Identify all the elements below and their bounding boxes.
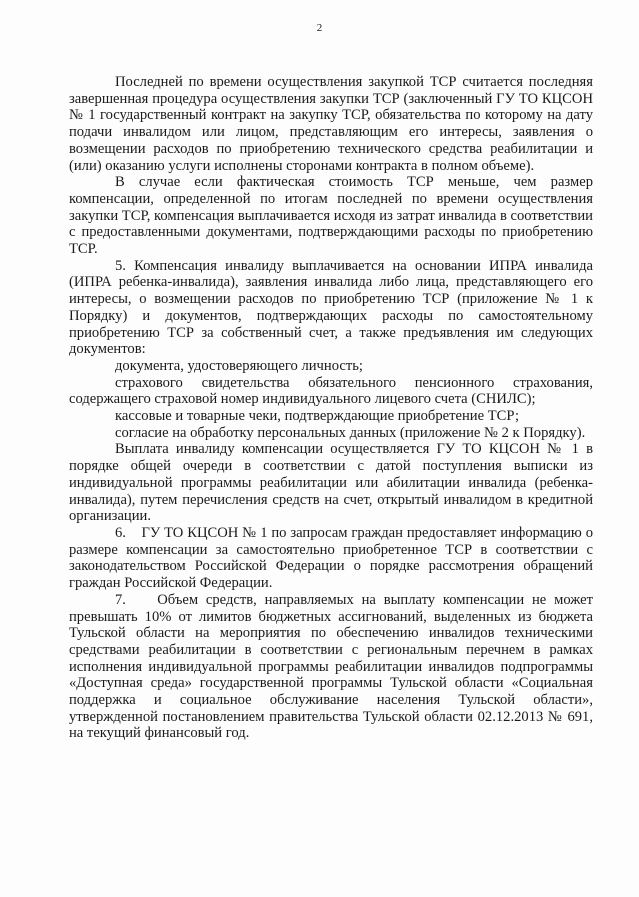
paragraph-item-6: 6. ГУ ТО КЦСОН № 1 по запросам граждан предоставляет информацию о размере компенсации за самостоятельно приобретенное ТСР в соответствии с законодательством Российской Федерации о порядке рассмотрения обращений граждан Российской Федерации. <box>69 524 593 592</box>
list-item-identity-document: документа, удостоверяющего личность; <box>115 357 363 374</box>
paragraph-item-7: 7. Объем средств, направляемых на выплату компенсации не может превышать 10% от лимитов бюджетных ассигнований, выделенных из бюджета Тульской области на мероприятия по обеспечению инвалидов техническими средствами реабилитации в соответствии с региональным перечнем в рамках исполнения индивидуальной программы реабилитации инвалидов подпрограммы «Доступная среда» государственной программы Тульской области «Социальная поддержка и социальное обслуживание населения Тульской области», утвержденной постановлением правительства Тульской области 02.12.2013 № 691, на текущий финансовый год. <box>69 591 593 742</box>
paragraph-last-procurement-definition: Последней по времени осуществления закупкой ТСР считается последняя завершенная процедура осуществления закупки ТСР (заключенный ГУ ТО КЦСОН № 1 государственный контракт на закупку ТСР, обязательства по которому на дату подачи инвалидом или лицом, представляющим его интересы, заявления о возмещении расходов по приобретению технического средства реабилитации и (или) оказанию услуги исполнены сторонами контракта в полном объеме). <box>69 74 593 174</box>
paragraph-payment-order: Выплата инвалиду компенсации осуществляется ГУ ТО КЦСОН № 1 в порядке общей очереди в соответствии с датой поступления выписки из индивидуальной программы реабилитации или абилитации инвалида (ребенка-инвалида), путем перечисления средств на счет, открытый инвалидом в кредитной организации. <box>69 441 593 525</box>
list-item-receipts: кассовые и товарные чеки, подтверждающие приобретение ТСР; <box>115 408 520 425</box>
page-number: 2 <box>316 22 323 34</box>
paragraph-item-5: 5. Компенсация инвалиду выплачивается на основании ИПРА инвалида (ИПРА ребенка-инвалида), заявления инвалида либо лица, представляющего его интересы, о возмещении расходов по приобретению ТСР (приложение № 1 к Порядку) и документов, подтверждающих расходы по самостоятельному приобретению ТСР за собственный счет, а также предъявления им следующих документов: <box>69 257 593 358</box>
list-item-snils: страхового свидетельства обязательного пенсионного страхования, содержащего страховой номер индивидуального лицевого счета (СНИЛС); <box>69 374 593 408</box>
list-item-consent: согласие на обработку персональных данных (приложение № 2 к Порядку). <box>115 424 586 441</box>
document-body <box>69 74 593 742</box>
paragraph-lower-cost-case: В случае если фактическая стоимость ТСР меньше, чем размер компенсации, определенной по итогам последней по времени осуществления закупки ТСР, компенсация выплачивается исходя из затрат инвалида в соответствии с предоставленными документами, подтверждающими расходы по приобретению ТСР. <box>69 174 593 258</box>
